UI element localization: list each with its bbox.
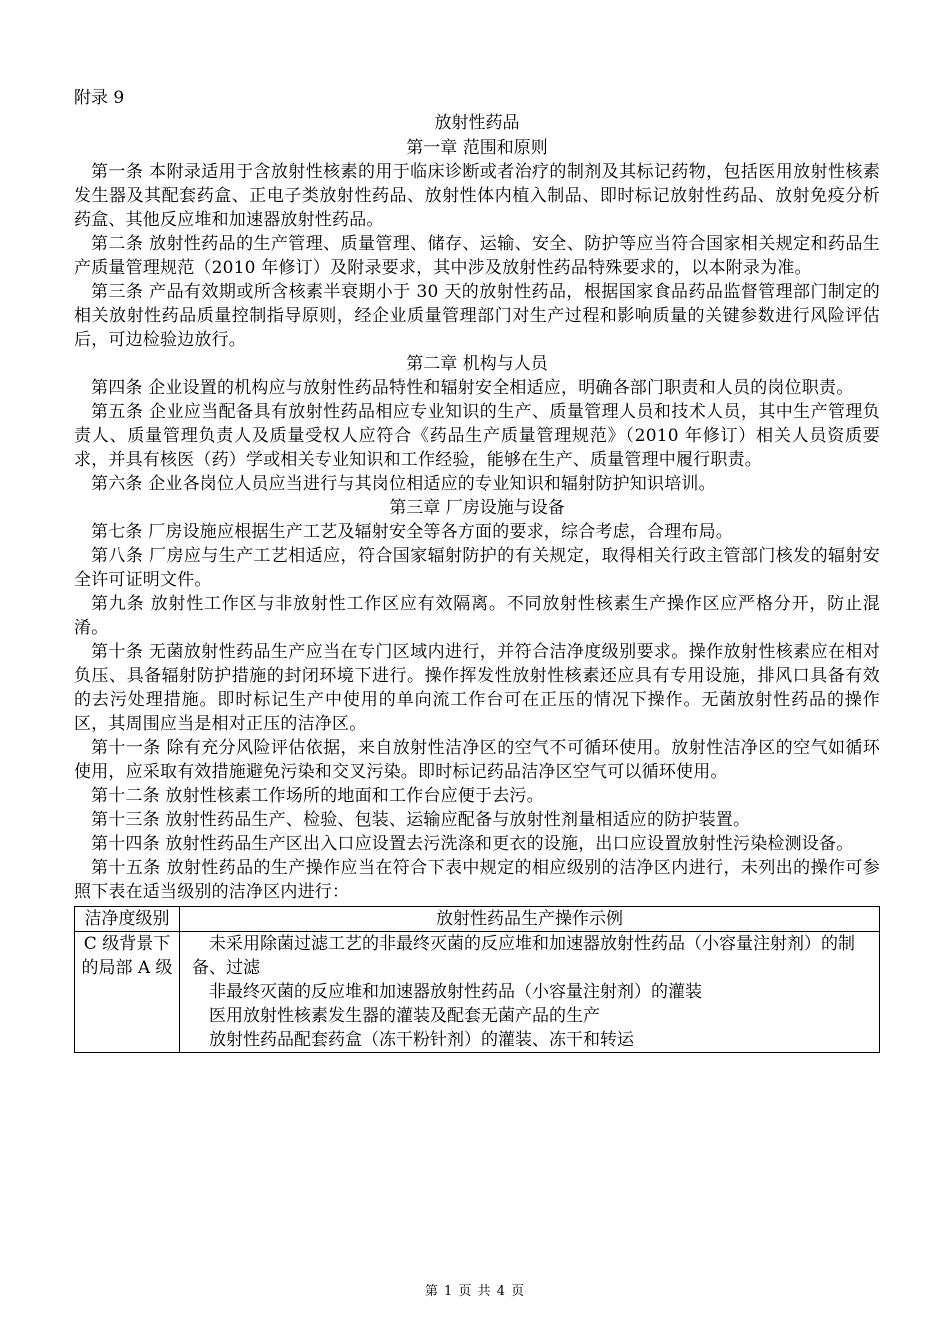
operation-item: 未采用除菌过滤工艺的非最终灭菌的反应堆和加速器放射性药品（小容量注射剂）的制备、过滤 [192,934,855,978]
article-paragraph: 第二条 放射性药品的生产管理、质量管理、储存、运输、安全、防护等应当符合国家相关规定和药品生产质量管理规范（2010 年修订）及附录要求，其中涉及放射性药品特殊要求的，以本附录为准。 [74,234,880,278]
cleanroom-operations-table [74,906,880,1053]
table-header-cleanliness: 洁净度级别 [75,907,180,932]
document-page [74,86,880,1053]
operation-item: 医用放射性核素发生器的灌装及配套无菌产品的生产 [209,1006,600,1026]
page-footer: 第 1 页 共 4 页 [424,1284,526,1299]
chapter-heading: 第三章 厂房设施与设备 [389,498,565,518]
article-paragraph: 第一条 本附录适用于含放射性核素的用于临床诊断或者治疗的制剂及其标记药物，包括医用放射性核素发生器及其配套药盒、正电子类放射性药品、放射性体内植入制品、即时标记放射性药品、放射免疫分析药盒、其他反应堆和加速器放射性药品。 [74,162,880,230]
table-header-row [75,907,880,932]
article-paragraph: 第十四条 放射性药品生产区出入口应设置去污洗涤和更衣的设施，出口应设置放射性污染检测设备。 [91,834,854,854]
article-paragraph: 第六条 企业各岗位人员应当进行与其岗位相适应的专业知识和辐射防护知识培训。 [91,474,716,494]
article-paragraph: 第七条 厂房设施应根据生产工艺及辐射安全等各方面的要求，综合考虑，合理布局。 [91,522,734,542]
article-paragraph: 第十三条 放射性药品生产、检验、包装、运输应配备与放射性剂量相适应的防护装置。 [91,810,751,830]
document-title: 放射性药品 [434,113,520,133]
table-row [75,932,880,1053]
operation-item: 放射性药品配套药盒（冻干粉针剂）的灌装、冻干和转运 [209,1030,634,1050]
article-paragraph: 第八条 厂房应与生产工艺相适应，符合国家辐射防护的有关规定，取得相关行政主管部门核发的辐射安全许可证明文件。 [74,546,880,590]
table-cell-level: C 级背景下的局部 A 级 [75,932,180,1053]
article-paragraph: 第十五条 放射性药品的生产操作应当在符合下表中规定的相应级别的洁净区内进行，未列出的操作可参照下表在适当级别的洁净区内进行： [74,858,880,902]
article-paragraph: 第九条 放射性工作区与非放射性工作区应有效隔离。不同放射性核素生产操作区应严格分开，防止混淆。 [74,594,880,638]
table-cell-operations [180,932,880,1053]
appendix-label: 附录 9 [74,88,125,108]
table-header-operations: 放射性药品生产操作示例 [180,907,880,932]
article-paragraph: 第十一条 除有充分风险评估依据，来自放射性洁净区的空气不可循环使用。放射性洁净区的空气如循环使用，应采取有效措施避免污染和交叉污染。即时标记药品洁净区空气可以循环使用。 [74,738,880,782]
chapter-heading: 第二章 机构与人员 [406,354,548,374]
article-paragraph: 第十条 无菌放射性药品生产应当在专门区域内进行，并符合洁净度级别要求。操作放射性核素应在相对负压、具备辐射防护措施的封闭环境下进行。操作挥发性放射性核素还应具有专用设施，排风口具备有效的去污处理措施。即时标记生产中使用的单向流工作台可在正压的情况下操作。无菌放射性药品的操作区，其周围应当是相对正压的洁净区。 [74,642,880,734]
article-paragraph: 第五条 企业应当配备具有放射性药品相应专业知识的生产、质量管理人员和技术人员，其中生产管理负责人、质量管理负责人及质量受权人应符合《药品生产质量管理规范》（2010 年修订）相关人员资质要求，并具有核医（药）学或相关专业知识和工作经验，能够在生产、质量管理中履行职责。 [74,402,880,470]
article-paragraph: 第三条 产品有效期或所含核素半衰期小于 30 天的放射性药品，根据国家食品药品监督管理部门制定的相关放射性药品质量控制指导原则，经企业质量管理部门对生产过程和影响质量的关键参数进行风险评估后，可边检验边放行。 [74,282,880,350]
article-paragraph: 第十二条 放射性核素工作场所的地面和工作台应便于去污。 [91,786,544,806]
operation-item: 非最终灭菌的反应堆和加速器放射性药品（小容量注射剂）的灌装 [209,982,702,1002]
chapter-heading: 第一章 范围和原则 [406,138,548,158]
article-paragraph: 第四条 企业设置的机构应与放射性药品特性和辐射安全相适应，明确各部门职责和人员的岗位职责。 [91,378,854,398]
